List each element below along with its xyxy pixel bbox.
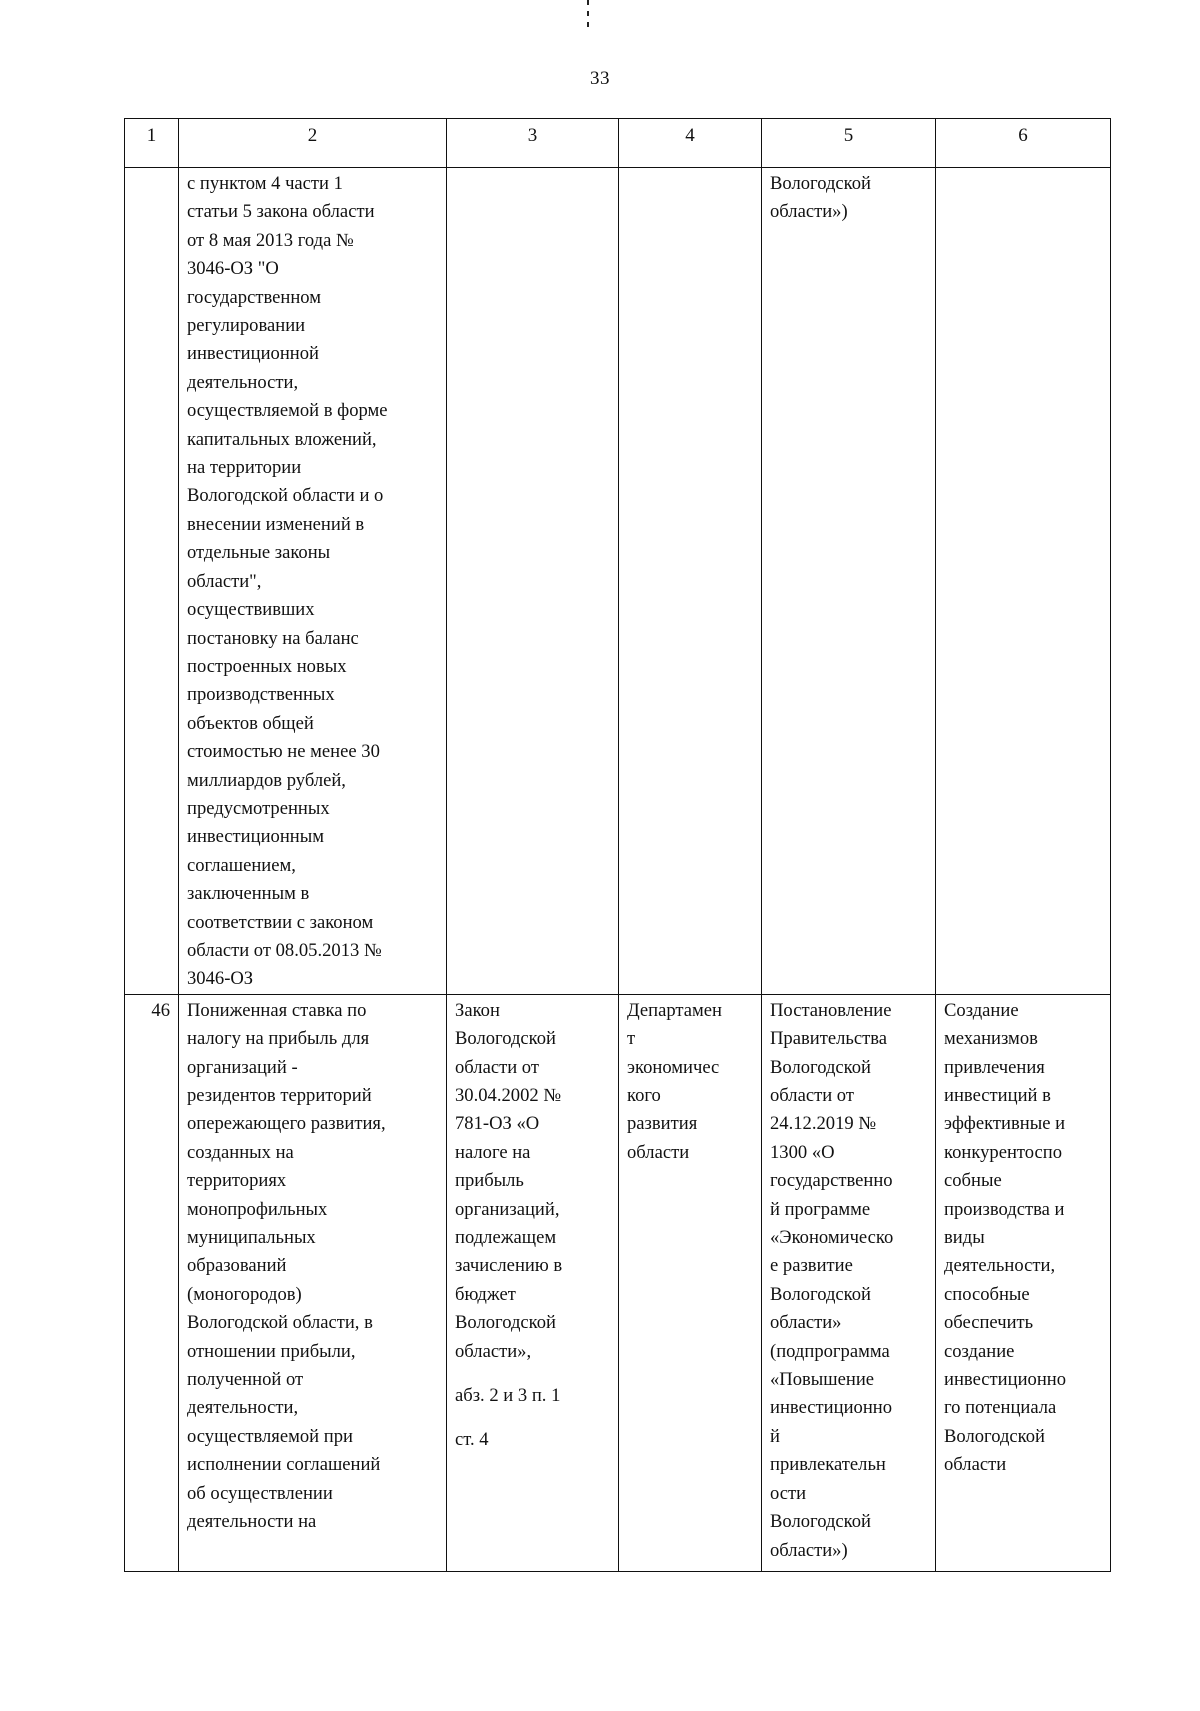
cell-text-line: осуществивших: [187, 599, 315, 621]
cell-text-line: налоге на: [455, 1141, 531, 1163]
header-cell: 2: [179, 119, 447, 168]
row-number-cell: [125, 168, 179, 995]
cell-text-line: с пунктом 4 части 1: [187, 173, 343, 194]
table-header-row: [125, 119, 1111, 168]
cell-text-line: территориях: [187, 1170, 287, 1192]
cell-text-line: 781-ОЗ «О: [455, 1113, 540, 1135]
header-cell: 4: [619, 119, 762, 168]
header-cell: 6: [936, 119, 1111, 168]
cell-text-line: соглашением,: [187, 854, 296, 876]
description-cell: [179, 168, 447, 995]
scan-artifact-marks: [586, 0, 590, 32]
cell-text-line: области»): [770, 1539, 848, 1561]
cell-text-line: Вологодской: [770, 1056, 872, 1078]
cell-text-line: й программе: [770, 1198, 871, 1220]
cell-text-line: эффективные и: [944, 1113, 1066, 1135]
cell-text-line: инвестиционным: [187, 826, 324, 848]
cell-text-line: отношении прибыли,: [187, 1340, 356, 1362]
cell-text-line: экономичес: [627, 1056, 720, 1078]
program-cell: [762, 994, 936, 1571]
cell-text-line: инвестиционно: [770, 1397, 893, 1419]
header-cell: 5: [762, 119, 936, 168]
cell-text-line: отдельные законы: [187, 542, 331, 564]
table-row: [125, 994, 1111, 1571]
cell-text-line: внесении изменений в: [187, 513, 365, 535]
cell-text-line: собные: [944, 1170, 1002, 1192]
cell-text-line: области от: [770, 1085, 854, 1106]
cell-text-line: предусмотренных: [187, 797, 330, 819]
cell-text-line: постановку на баланс: [187, 627, 359, 649]
cell-text-line: образований: [187, 1255, 287, 1277]
cell-text-line: Вологодской: [770, 173, 872, 194]
cell-text-line: «Экономическо: [770, 1227, 894, 1249]
cell-text-line: ости: [770, 1482, 807, 1504]
cell-text-line: объектов общей: [187, 712, 314, 734]
cell-text-line: области»: [770, 1312, 842, 1334]
cell-text-line: об осуществлении: [187, 1482, 333, 1504]
cell-text-line: (моногородов): [187, 1283, 302, 1305]
cell-text-line: заключенным в: [187, 883, 310, 905]
cell-text-line: Закон: [455, 999, 500, 1021]
cell-text-line: миллиардов рублей,: [187, 769, 346, 791]
cell-text-line: стоимостью не менее 30: [187, 741, 380, 763]
cell-text-line: исполнении соглашений: [187, 1454, 381, 1476]
cell-text-line: монопрофильных: [187, 1198, 328, 1220]
cell-text-line: области от 08.05.2013 №: [187, 939, 382, 961]
program-cell: [762, 168, 936, 995]
cell-text-line: т: [627, 1028, 636, 1050]
goal-cell: [936, 994, 1111, 1571]
cell-text-line: й: [770, 1425, 780, 1447]
cell-text-line: резидентов территорий: [187, 1085, 372, 1106]
cell-text-line: го потенциала: [944, 1397, 1057, 1419]
department-cell: [619, 994, 762, 1571]
description-cell: [179, 994, 447, 1571]
cell-text-line: абз. 2 и 3 п. 1: [455, 1385, 561, 1407]
cell-text-line: Вологодской: [944, 1425, 1046, 1447]
cell-text-line: соответствии с законом: [187, 911, 374, 933]
cell-text-line: Вологодской области и о: [187, 485, 384, 507]
cell-text-line: на территории: [187, 457, 302, 479]
cell-text-line: построенных новых: [187, 655, 347, 677]
cell-text-line: Вологодской: [455, 1312, 557, 1334]
cell-text-line: Вологодской области, в: [187, 1312, 373, 1334]
cell-text-line: виды: [944, 1227, 985, 1249]
cell-text-line: налогу на прибыль для: [187, 1028, 370, 1050]
cell-text-line: производственных: [187, 684, 335, 706]
cell-text-line: осуществляемой в форме: [187, 400, 388, 422]
cell-text-line: осуществляемой при: [187, 1425, 353, 1447]
cell-text-line: статьи 5 закона области: [187, 201, 375, 223]
cell-text-line: 3046-ОЗ "О: [187, 258, 279, 280]
cell-text-line: инвестиций в: [944, 1085, 1051, 1106]
cell-text-line: области от: [455, 1056, 539, 1078]
cell-text-line: подлежащем: [455, 1227, 557, 1249]
cell-text-line: опережающего развития,: [187, 1113, 386, 1135]
cell-text-line: регулировании: [187, 315, 306, 337]
cell-text-line: муниципальных: [187, 1227, 316, 1249]
cell-text-line: капитальных вложений,: [187, 428, 377, 450]
cell-text-line: деятельности на: [187, 1511, 317, 1533]
cell-text-line: «Повышение: [770, 1369, 875, 1391]
table-row: [125, 168, 1111, 995]
cell-text-line: области»): [770, 201, 848, 223]
cell-text-line: бюджет: [455, 1283, 516, 1305]
cell-text-line: 3046-ОЗ: [187, 968, 254, 990]
document-table: [124, 118, 1111, 1572]
cell-text-line: Создание: [944, 999, 1019, 1021]
row-number-cell: 46: [125, 994, 179, 1571]
cell-text-line: развития: [627, 1113, 698, 1135]
cell-text-line: обеспечить: [944, 1312, 1034, 1334]
cell-text-line: конкурентоспо: [944, 1141, 1063, 1163]
cell-text-line: государственном: [187, 286, 321, 308]
cell-text-line: привлекательн: [770, 1454, 886, 1476]
cell-text-line: организаций,: [455, 1198, 560, 1220]
cell-text-line: инвестиционной: [187, 343, 319, 365]
cell-text-line: ст. 4: [455, 1429, 489, 1451]
department-cell: [619, 168, 762, 995]
cell-text-line: механизмов: [944, 1028, 1038, 1050]
goal-cell: [936, 168, 1111, 995]
cell-text-line: Вологодской: [770, 1283, 872, 1305]
cell-text-line: области: [944, 1454, 1007, 1476]
cell-text-line: Постановление: [770, 999, 892, 1021]
cell-text-line: привлечения: [944, 1056, 1045, 1078]
cell-text-line: Пониженная ставка по: [187, 999, 367, 1021]
cell-text-line: 24.12.2019 №: [770, 1113, 877, 1135]
cell-text-line: Департамен: [627, 999, 722, 1021]
cell-text-line: инвестиционно: [944, 1369, 1067, 1391]
cell-text-line: Правительства: [770, 1028, 888, 1050]
cell-text-line: от 8 мая 2013 года №: [187, 229, 354, 251]
page-number: 33: [590, 68, 610, 89]
legal-basis-cell: [447, 168, 619, 995]
cell-text-line: деятельности,: [944, 1255, 1056, 1277]
cell-text-line: области»,: [455, 1340, 532, 1362]
cell-text-line: деятельности,: [187, 371, 299, 393]
header-cell: 3: [447, 119, 619, 168]
cell-text-line: создание: [944, 1340, 1015, 1362]
cell-text-line: 1300 «О: [770, 1141, 835, 1163]
cell-text-line: Вологодской: [770, 1511, 872, 1533]
cell-text-line: е развитие: [770, 1255, 853, 1277]
cell-text-line: зачислению в: [455, 1255, 563, 1277]
cell-text-line: (подпрограмма: [770, 1340, 890, 1362]
cell-text-line: прибыль: [455, 1170, 524, 1192]
cell-text-line: 30.04.2002 №: [455, 1085, 562, 1106]
legal-basis-cell: [447, 994, 619, 1571]
cell-text-line: организаций -: [187, 1056, 298, 1078]
cell-text-line: государственно: [770, 1170, 893, 1192]
header-cell: 1: [125, 119, 179, 168]
cell-text-line: деятельности,: [187, 1397, 299, 1419]
cell-text-line: области: [627, 1141, 690, 1163]
cell-text-line: созданных на: [187, 1141, 294, 1163]
cell-text-line: области",: [187, 570, 262, 592]
cell-text-line: способные: [944, 1283, 1030, 1305]
cell-text-line: полученной от: [187, 1369, 304, 1391]
cell-text-line: Вологодской: [455, 1028, 557, 1050]
cell-text-line: производства и: [944, 1198, 1065, 1220]
cell-text-line: кого: [627, 1085, 661, 1106]
